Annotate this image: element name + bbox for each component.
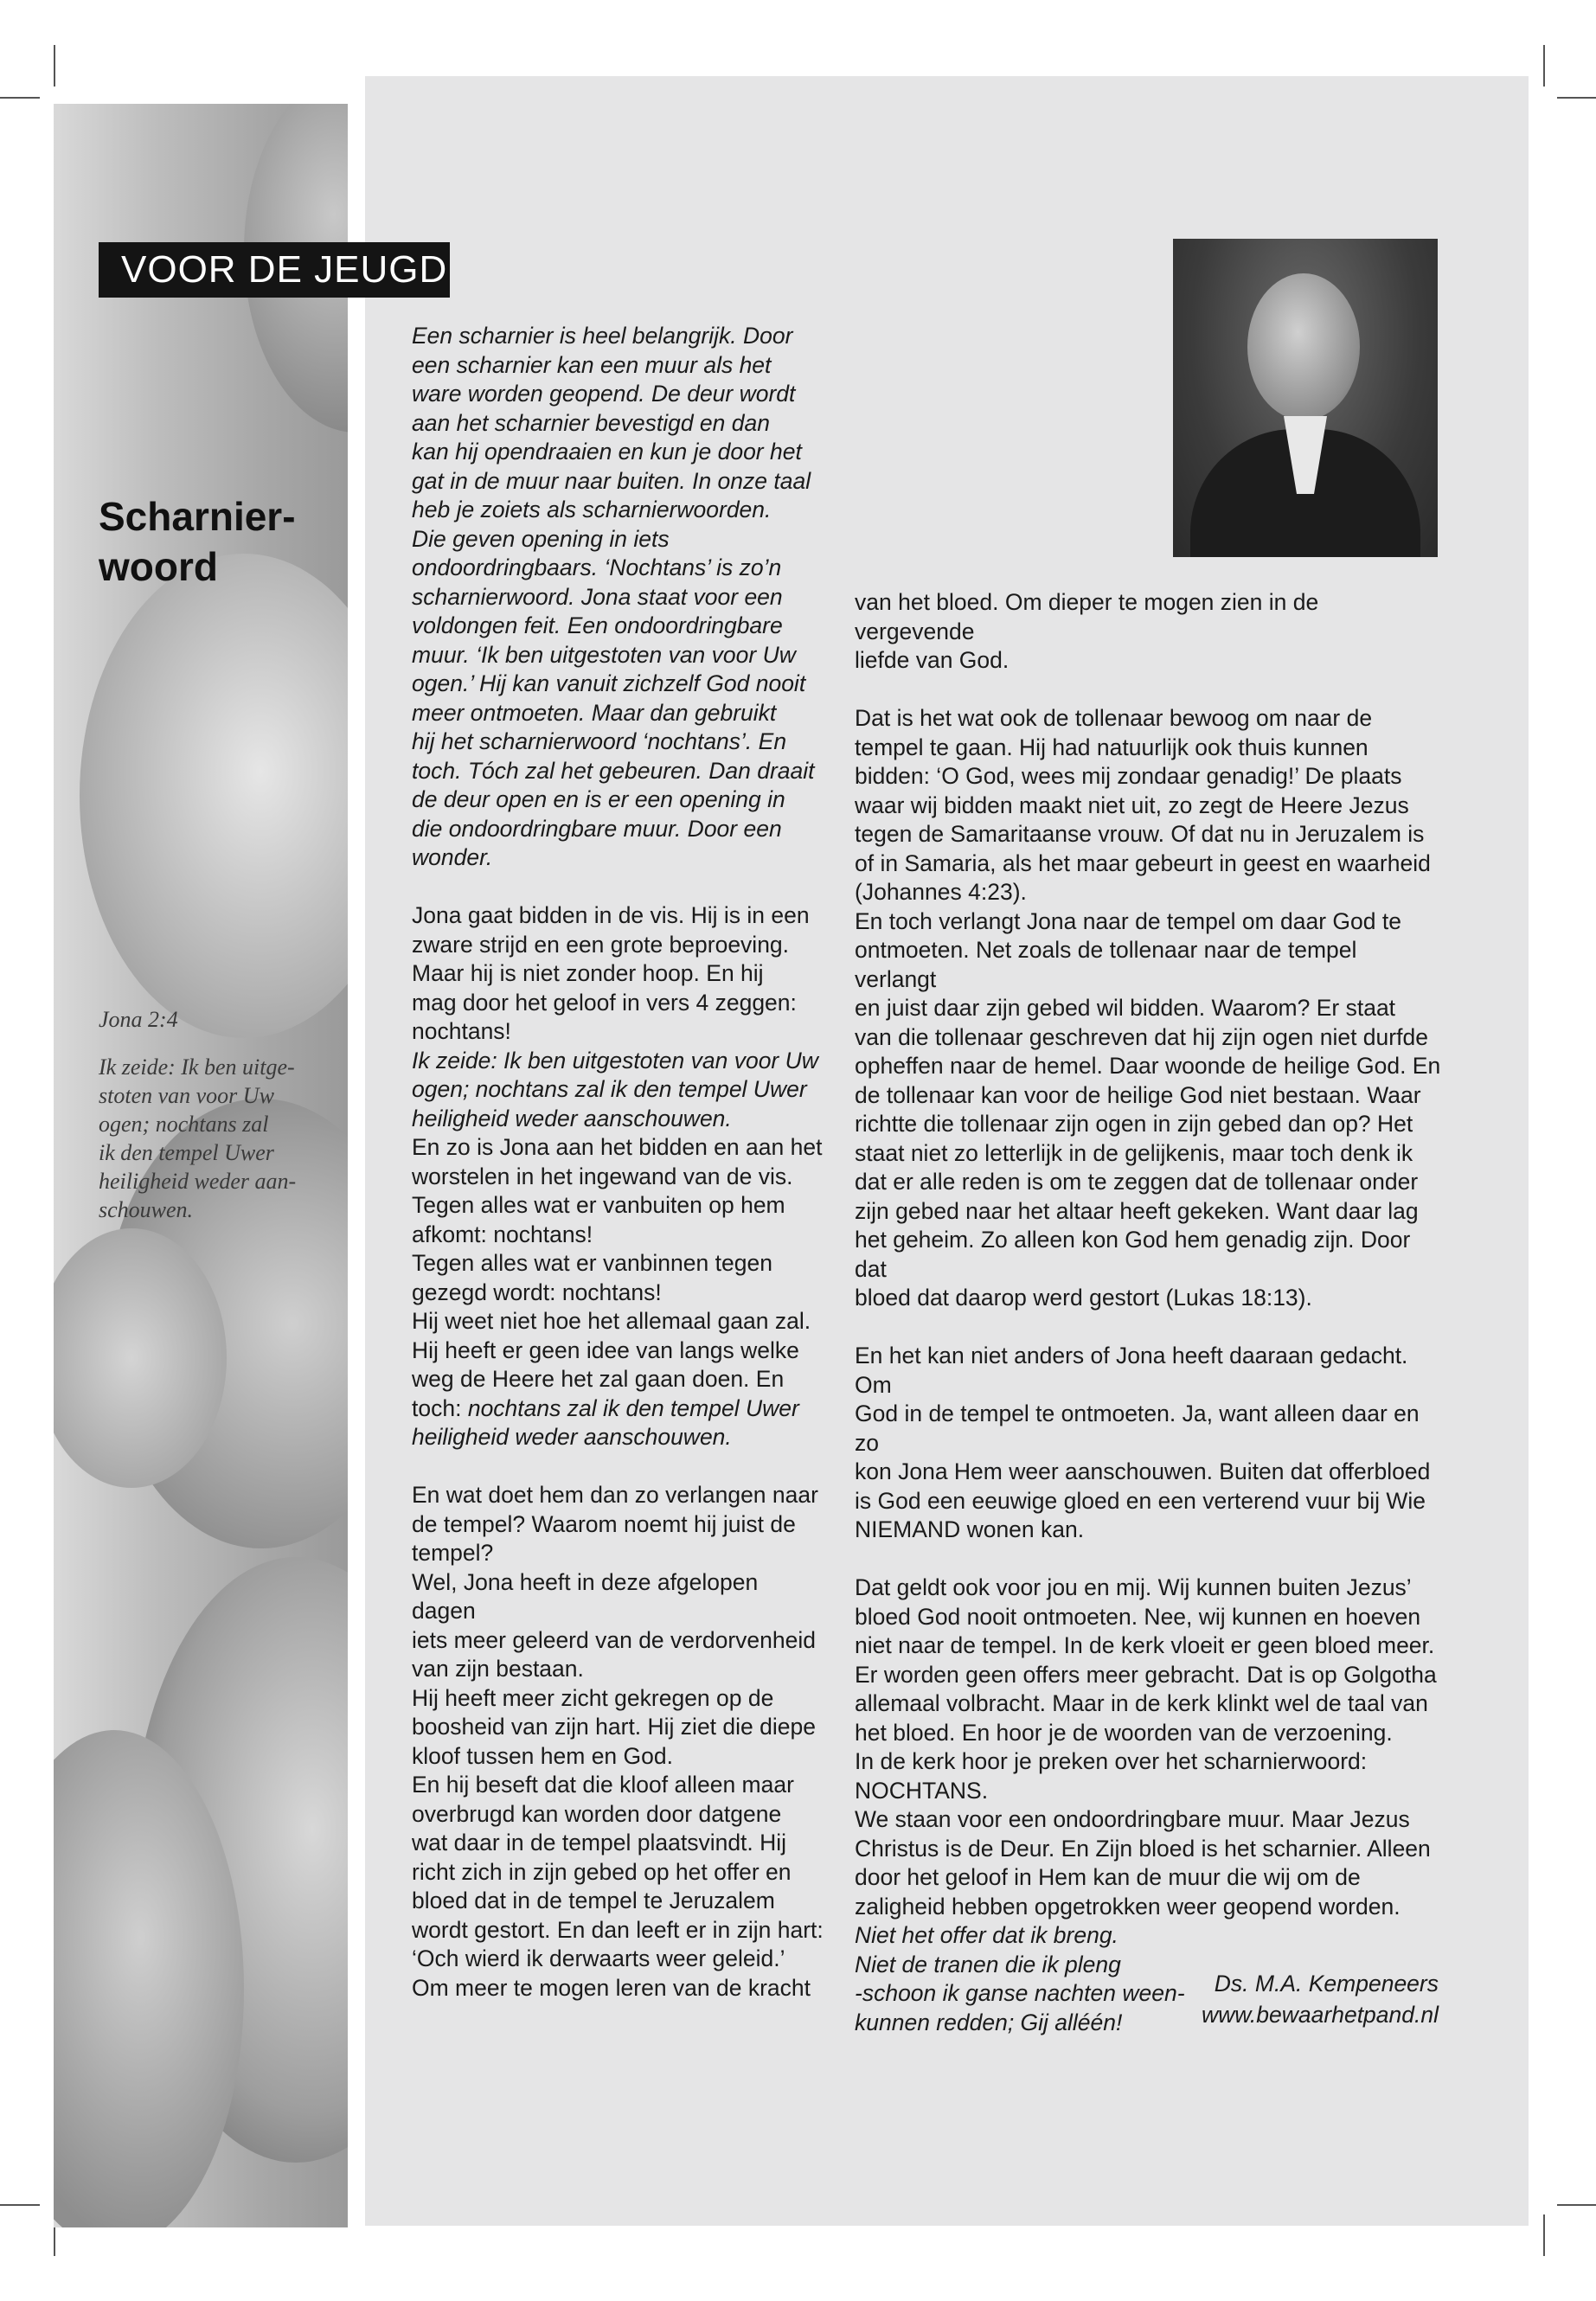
text-run: toch:	[412, 1394, 468, 1421]
text-line: toch. Tóch zal het gebeuren. Dan draait	[412, 757, 815, 784]
text-line: meer ontmoeten. Maar dan gebruikt	[412, 699, 777, 726]
text-line: Hij heeft meer zicht gekregen op de	[412, 1684, 774, 1711]
text-line: het geheim. Zo alleen kon God hem genadig zijn. Door dat	[855, 1227, 1411, 1282]
text-line: wordt gestort. En dan leeft er in zijn hart:	[412, 1916, 824, 1943]
bible-quote	[99, 1053, 325, 1224]
author-name: Ds. M.A. Kempeneers	[1214, 1971, 1439, 1997]
text-line: de tollenaar kan voor de heilige God niet bestaan. Waar	[855, 1081, 1421, 1108]
text-line: liefde van God.	[855, 647, 1010, 673]
text-line: ogen; nochtans zal ik den tempel Uwer	[412, 1076, 807, 1102]
text-line: kunnen redden; Gij alléén!	[855, 2009, 1123, 2035]
text-line: NIEMAND wonen kan.	[855, 1516, 1085, 1542]
text-line: de tempel? Waarom noemt hij juist de	[412, 1510, 796, 1537]
text-line: opheffen naar de hemel. Daar woonde de heilige God. En	[855, 1053, 1441, 1079]
text-line: van die tollenaar geschreven dat hij zijn ogen niet durfde	[855, 1023, 1428, 1050]
text-line: Tegen alles wat er vanbuiten op hem	[412, 1192, 785, 1218]
text-line: bloed dat in de tempel te Jeruzalem	[412, 1888, 775, 1913]
body-paragraph	[412, 1481, 827, 2003]
text-line: Christus is de Deur. En Zijn bloed is het scharnier. Alleen	[855, 1835, 1431, 1862]
quote-line: heiligheid weder aan-	[99, 1169, 297, 1194]
text-line: En hij beseft dat die kloof alleen maar	[412, 1772, 794, 1798]
text-line: Maar hij is niet zonder hoop. En hij	[412, 960, 764, 986]
article-column-right	[855, 588, 1443, 2067]
text-line: bloed God nooit ontmoeten. Nee, wij kunnen en hoeven	[855, 1603, 1421, 1630]
quote-line: Ik zeide: Ik ben uitge-	[99, 1054, 295, 1080]
article-title	[99, 491, 296, 592]
quote-line: ogen; nochtans zal	[99, 1112, 269, 1137]
text-line: zijn gebed naar het altaar heeft gekeken. Want daar lag	[855, 1197, 1419, 1224]
section-label: VOOR DE JEUGD	[99, 242, 450, 298]
text-line: zaligheid hebben opgetrokken weer geopend worden.	[855, 1893, 1401, 1920]
text-line: een scharnier kan een muur als het	[412, 351, 772, 378]
text-line: muur. ‘Ik ben uitgestoten van voor Uw	[412, 641, 796, 668]
text-line: En wat doet hem dan zo verlangen naar	[412, 1482, 818, 1508]
text-line: En het kan niet anders of Jona heeft daaraan gedacht. Om	[855, 1343, 1408, 1398]
text-line: Niet het offer dat ik breng.	[855, 1922, 1118, 1948]
text-line: van het bloed. Om dieper te mogen zien in de vergevende	[855, 589, 1319, 644]
text-line: of in Samaria, als het maar gebeurt in geest en waarheid	[855, 849, 1431, 876]
text-line: heiligheid weder aanschouwen.	[412, 1105, 732, 1131]
text-line: Om meer te mogen leren van de kracht	[412, 1974, 811, 2001]
text-line: allemaal volbracht. Maar in de kerk klinkt wel de taal van	[855, 1690, 1428, 1716]
text-line: gezegd wordt: nochtans!	[412, 1279, 662, 1305]
text-line: God in de tempel te ontmoeten. Ja, want alleen daar en zo	[855, 1400, 1420, 1456]
body-paragraph	[855, 1342, 1443, 1545]
text-line: (Johannes 4:23).	[855, 879, 1027, 905]
title-line: Scharnier-	[99, 494, 296, 539]
quote-line: ik den tempel Uwer	[99, 1140, 274, 1165]
text-line: wonder.	[412, 844, 493, 870]
text-line: scharnierwoord. Jona staat voor een	[412, 583, 783, 610]
text-line: -schoon ik ganse nachten ween-	[855, 1980, 1185, 2006]
text-line: weg de Heere het zal gaan doen. En	[412, 1366, 785, 1392]
text-line: niet naar de tempel. In de kerk vloeit er geen bloed meer.	[855, 1632, 1435, 1658]
text-line: en juist daar zijn gebed wil bidden. Waarom? Er staat	[855, 995, 1396, 1021]
text-line: ontmoeten. Net zoals de tollenaar naar de tempel verlangt	[855, 937, 1357, 992]
text-line: die ondoordringbare muur. Door een	[412, 815, 782, 842]
text-line: Ik zeide: Ik ben uitgestoten van voor Uw	[412, 1047, 818, 1074]
text-line: bloed dat daarop werd gestort (Lukas 18:13).	[855, 1285, 1312, 1311]
text-line: richtte die tollenaar zijn ogen in zijn gebed dan op? Het	[855, 1111, 1413, 1137]
bible-reference: Jona 2:4	[99, 1007, 178, 1032]
text-line: heiligheid weder aanschouwen.	[412, 1424, 732, 1450]
body-paragraph	[855, 704, 1443, 1313]
text-line: ogen.’ Hij kan vanuit zichzelf God nooit	[412, 670, 806, 696]
text-line: iets meer geleerd van de verdorvenheid	[412, 1626, 816, 1653]
text-line: afkomt: nochtans!	[412, 1221, 593, 1247]
text-line: Wel, Jona heeft in deze afgelopen dagen	[412, 1568, 759, 1624]
title-line: woord	[99, 544, 218, 589]
text-line: zware strijd en een grote beproeving.	[412, 931, 790, 958]
text-line: mag door het geloof in vers 4 zeggen:	[412, 989, 797, 1016]
author-website: www.bewaarhetpand.nl	[1201, 2002, 1439, 2028]
text-line: staat niet zo letterlijk in de gelijkenis, maar toch denk ik	[855, 1139, 1413, 1166]
text-line: nochtans!	[412, 1018, 511, 1044]
text-line: worstelen in het ingewand van de vis.	[412, 1163, 793, 1189]
crop-mark	[1557, 97, 1596, 99]
body-paragraph	[412, 901, 827, 1452]
text-line: aan het scharnier bevestigd en dan	[412, 409, 770, 436]
text-line: kan hij opendraaien en kun je door het	[412, 439, 802, 465]
text-line: ware worden geopend. De deur wordt	[412, 381, 796, 407]
crop-mark	[1543, 2214, 1545, 2256]
text-line: In de kerk hoor je preken over het scharnierwoord:	[855, 1748, 1368, 1774]
text-line: ‘Och wierd ik derwaarts weer geleid.’	[412, 1945, 785, 1971]
text-line: tempel te gaan. Hij had natuurlijk ook thuis kunnen	[855, 734, 1368, 760]
text-line: door het geloof in Hem kan de muur die wij om de	[855, 1864, 1361, 1890]
author-signature	[1202, 1968, 1439, 2030]
text-line: Hij heeft er geen idee van langs welke	[412, 1336, 799, 1363]
text-line: Hij weet niet hoe het allemaal gaan zal.	[412, 1308, 811, 1334]
quote-line: schouwen.	[99, 1197, 194, 1222]
text-line: Een scharnier is heel belangrijk. Door	[412, 323, 793, 349]
text-line: het bloed. En hoor je de woorden van de verzoening.	[855, 1719, 1393, 1746]
text-line: Dat is het wat ook de tollenaar bewoog om naar de	[855, 705, 1373, 731]
text-line: Tegen alles wat er vanbinnen tegen	[412, 1250, 772, 1276]
article-column-left	[412, 322, 827, 2032]
text-line: En toch verlangt Jona naar de tempel om daar God te	[855, 907, 1401, 934]
text-line: kon Jona Hem weer aanschouwen. Buiten dat offerbloed	[855, 1458, 1431, 1484]
text-line: voldongen feit. Een ondoordringbare	[412, 612, 783, 638]
text-line: Niet de tranen die ik pleng	[855, 1951, 1121, 1977]
face-shape	[80, 554, 348, 1038]
crop-mark	[54, 45, 55, 87]
text-line: We staan voor een ondoordringbare muur. Maar Jezus	[855, 1806, 1410, 1832]
crop-mark	[1557, 2204, 1596, 2206]
author-photo	[1173, 239, 1438, 557]
text-line: bidden: ‘O God, wees mij zondaar genadig!’ De plaats	[855, 763, 1402, 789]
text-line: Er worden geen offers meer gebracht. Dat is op Golgotha	[855, 1661, 1437, 1688]
text-line: tegen de Samaritaanse vrouw. Of dat nu in Jeruzalem is	[855, 821, 1425, 847]
text-line: En zo is Jona aan het bidden en aan het	[412, 1134, 823, 1160]
text-line: tempel?	[412, 1540, 494, 1566]
text-line: richt zich in zijn gebed op het offer en	[412, 1858, 792, 1885]
text-line: heb je zoiets als scharnierwoorden.	[412, 497, 772, 522]
text-line: wat daar in de tempel plaatsvindt. Hij	[412, 1830, 787, 1856]
text-line	[412, 1394, 827, 1424]
sidebar-bible-quote	[99, 1005, 325, 1243]
text-line: gat in de muur naar buiten. In onze taal	[412, 467, 811, 494]
text-line: de deur open en is er een opening in	[412, 786, 785, 812]
text-line: Die geven opening in iets	[412, 525, 670, 552]
text-line: overbrugd kan worden door datgene	[412, 1800, 782, 1827]
text-run-italic: nochtans zal ik den tempel Uwer	[467, 1394, 799, 1421]
crop-mark	[1543, 45, 1545, 87]
text-line: Dat geldt ook voor jou en mij. Wij kunnen buiten Jezus’	[855, 1574, 1412, 1600]
text-line: Jona gaat bidden in de vis. Hij is in een	[412, 902, 810, 928]
text-line: is God een eeuwige gloed en een verterend vuur bij Wie	[855, 1487, 1426, 1514]
text-line: boosheid van zijn hart. Hij ziet die diepe	[412, 1714, 816, 1740]
text-line: NOCHTANS.	[855, 1777, 989, 1804]
text-line: van zijn bestaan.	[412, 1656, 584, 1682]
author-head-shape	[1247, 273, 1360, 420]
crop-mark	[0, 2204, 40, 2206]
intro-paragraph	[412, 322, 827, 873]
text-line: hij het scharnierwoord ‘nochtans’. En	[412, 728, 787, 754]
text-line: kloof tussen hem en God.	[412, 1742, 673, 1769]
body-paragraph	[855, 588, 1443, 676]
crop-mark	[0, 97, 40, 99]
text-line: ondoordringbaars. ‘Nochtans’ is zo’n	[412, 554, 782, 580]
text-line: waar wij bidden maakt niet uit, zo zegt de Heere Jezus	[855, 792, 1409, 818]
quote-line: stoten van voor Uw	[99, 1083, 274, 1108]
text-line: dat er alle reden is om te zeggen dat de tollenaar onder	[855, 1169, 1419, 1195]
